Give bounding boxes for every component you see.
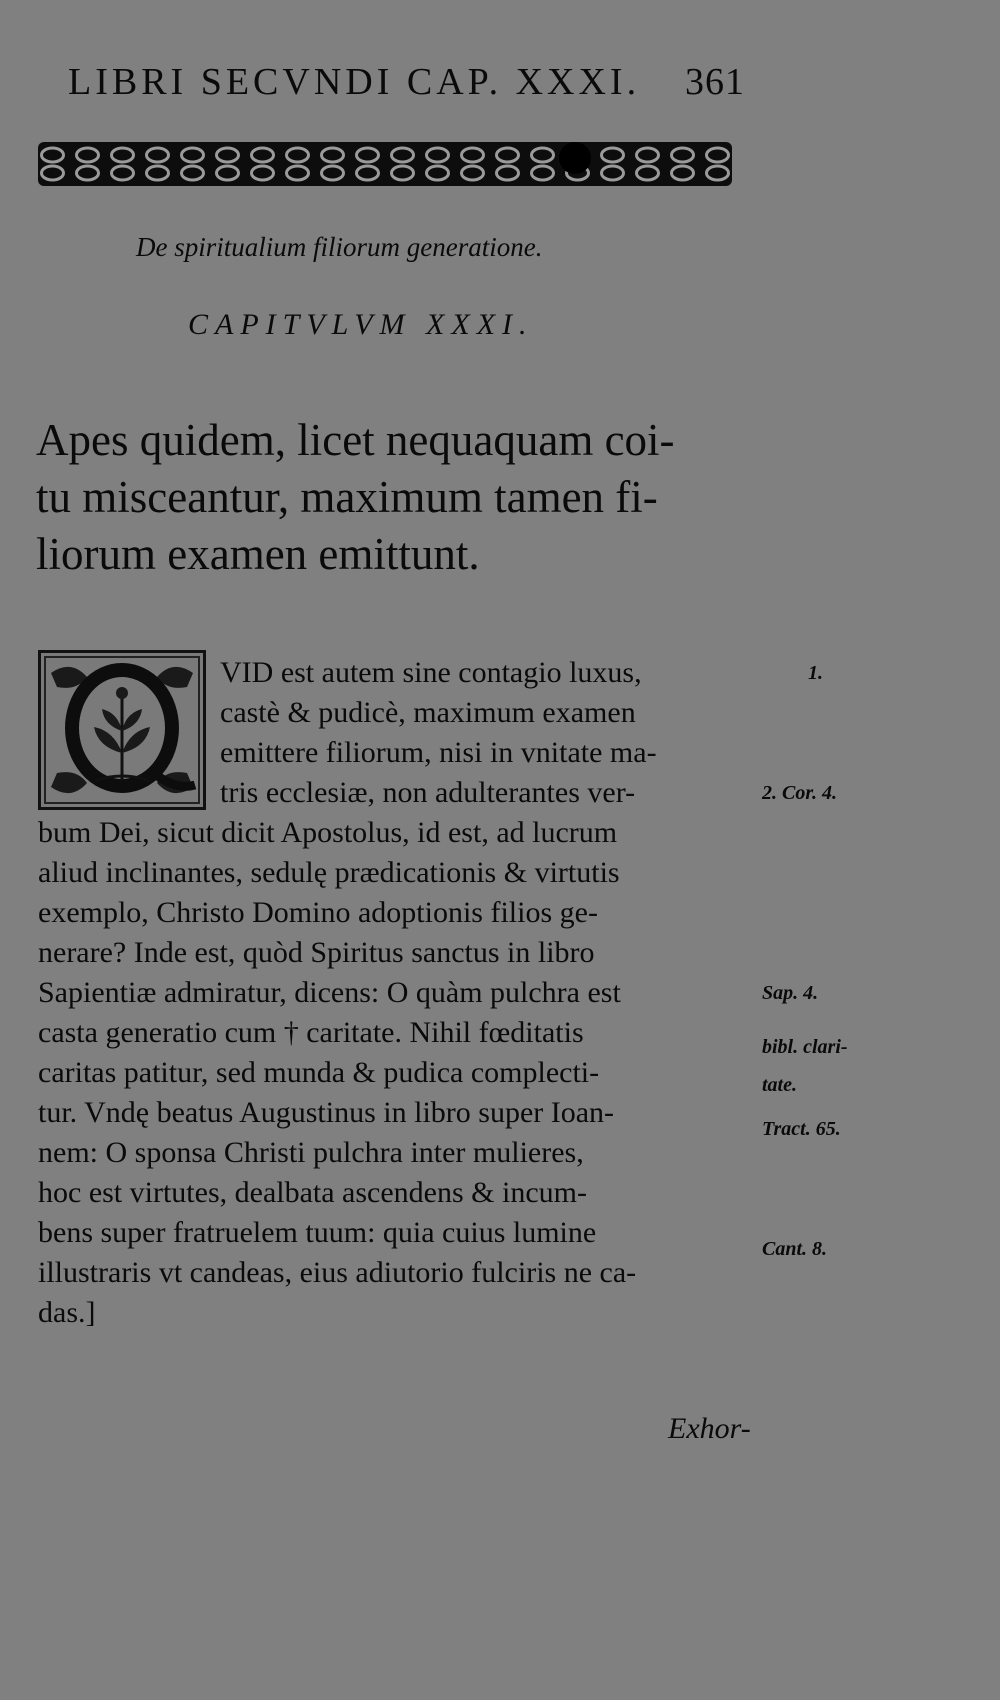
body-line: illustraris vt candeas, eius adiutorio fulciris ne ca-: [38, 1256, 637, 1289]
body-line: caritas patitur, sed munda & pudica complecti-: [38, 1056, 600, 1089]
body-line: castè & pudicè, maximum examen: [220, 696, 636, 729]
lemma-line: liorum examen emittunt.: [36, 529, 480, 579]
marginal-note: Cant. 8.: [762, 1238, 828, 1260]
ornament-band: [38, 142, 732, 186]
marginal-note: Sap. 4.: [762, 982, 819, 1004]
running-title: LIBRI SECVNDI CAP. XXXI.: [68, 61, 641, 103]
body-line: das.]: [38, 1296, 96, 1329]
lemma-line: tu misceantur, maximum tamen fi-: [36, 472, 658, 522]
running-head: [68, 60, 768, 104]
body-line: tris ecclesiæ, non adulterantes ver-: [220, 776, 636, 809]
folio-number: 361: [685, 61, 745, 103]
chapter-body: [38, 653, 758, 1333]
marginal-note: tate.: [762, 1074, 797, 1096]
lemma-heading: [36, 412, 766, 583]
marginal-note: bibl. clari-: [762, 1036, 848, 1058]
body-line: nem: O sponsa Christi pulchra inter mulieres,: [38, 1136, 584, 1169]
ink-blot: [559, 142, 591, 174]
body-line: bum Dei, sicut dicit Apostolus, id est, ad lucrum: [38, 816, 618, 849]
body-line: emittere filiorum, nisi in vnitate ma-: [220, 736, 657, 769]
body-line: Sapientiæ admiratur, dicens: O quàm pulchra est: [38, 976, 621, 1009]
body-line: aliud inclinantes, sedulę prædicationis & virtutis: [38, 856, 620, 889]
chapter-number: CAPITVLVM XXXI.: [188, 308, 534, 341]
body-line: tur. Vndę beatus Augustinus in libro super Ioan-: [38, 1096, 615, 1129]
ornamental-border: [38, 140, 732, 188]
body-line: exemplo, Christo Domino adoptionis filios ge-: [38, 896, 598, 929]
catchword: Exhor-: [668, 1412, 751, 1445]
chapter-title: De spiritualium filiorum generatione.: [136, 232, 543, 262]
body-line: bens super fratruelem tuum: quia cuius lumine: [38, 1216, 597, 1249]
body-line: nerare? Inde est, quòd Spiritus sanctus in libro: [38, 936, 595, 969]
body-line: hoc est virtutes, dealbata ascendens & incum-: [38, 1176, 587, 1209]
lemma-line: Apes quidem, licet nequaquam coi-: [36, 415, 675, 465]
marginal-note: 2. Cor. 4.: [762, 782, 838, 804]
marginal-note: 1.: [808, 662, 823, 684]
body-line: VID est autem sine contagio luxus,: [220, 656, 642, 689]
marginal-note: Tract. 65.: [762, 1118, 841, 1140]
body-line: casta generatio cum † caritate. Nihil fœditatis: [38, 1016, 584, 1049]
